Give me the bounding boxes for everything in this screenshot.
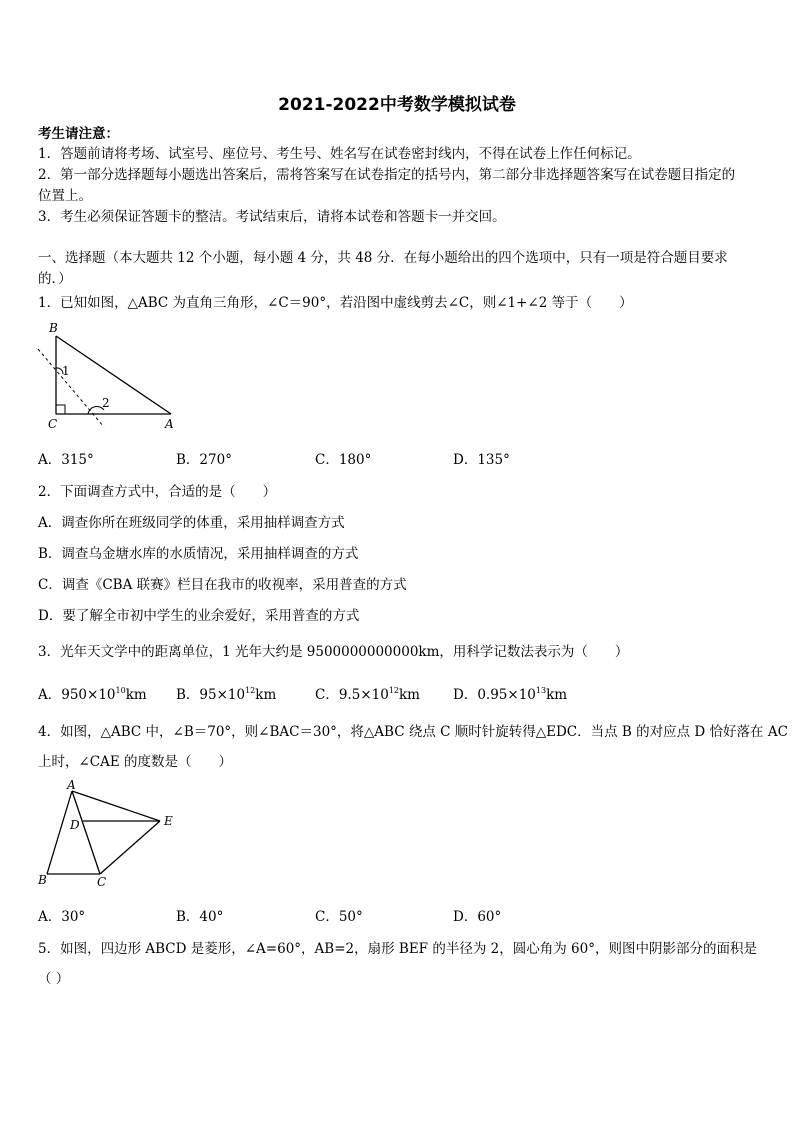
q1-option-c: C．180° <box>315 452 372 468</box>
q4-label-E: E <box>164 814 173 828</box>
section-heading-cont: 的．） <box>38 271 72 287</box>
notice-line-2: 2．第一部分选择题每小题选出答案后，需将答案写在试卷指定的括号内，第二部分非选择题答案写在试卷题目指定的 <box>38 167 736 183</box>
q4-option-d: D．60° <box>453 909 502 925</box>
q1-label-1: 1 <box>62 364 70 378</box>
q4-label-B: B <box>38 873 47 887</box>
q4-stem-line-1: 4．如图，△ABC 中，∠B＝70°，则∠BAC＝30°，将△ABC 绕点 C 顺时针旋转得△EDC．当点 B 的对应点 D 恰好落在 AC <box>38 724 788 740</box>
q4-label-A: A <box>67 778 76 792</box>
page-title: 2021-2022中考数学模拟试卷 <box>278 95 516 115</box>
q3-option-b: B．$95\times 10^{12}km$ <box>176 686 277 703</box>
q2-option-a: A．调查你所在班级同学的体重，采用抽样调查方式 <box>38 515 345 531</box>
q1-option-a: A．315° <box>38 452 94 468</box>
notice-line-3: 位置上。 <box>38 188 92 204</box>
q1-label-A: A <box>165 417 174 431</box>
q1-label-B: B <box>49 321 58 335</box>
q1-triangle-figure <box>34 320 184 435</box>
q2-option-c: C．调查《CBA 联赛》栏目在我市的收视率，采用普查的方式 <box>38 577 407 593</box>
q1-label-2: 2 <box>102 396 110 410</box>
notice-heading: 考生请注意： <box>38 126 119 142</box>
q5-stem-line-1: 5．如图，四边形 ABCD 是菱形，∠A=60°，AB=2，扇形 BEF 的半径为 2，圆心角为 60°，则图中阴影部分的面积是 <box>38 941 757 957</box>
q4-label-C: C <box>97 875 107 889</box>
q3-option-a: A．$950\times 10^{10}km$ <box>38 686 147 703</box>
q1-option-b: B．270° <box>176 452 232 468</box>
q1-stem: 1．已知如图，△ABC 为直角三角形，∠C＝90°，若沿图中虚线剪去∠C，则∠1+∠2 等于（ ） <box>38 295 633 311</box>
notice-line-4: 3．考生必须保证答题卡的整洁。考试结束后，请将本试卷和答题卡一并交回。 <box>38 209 506 225</box>
q2-option-b: B．调查乌金塘水库的水质情况，采用抽样调查的方式 <box>38 546 359 562</box>
q1-label-C: C <box>48 417 58 431</box>
q2-stem: 2．下面调查方式中，合适的是（ ） <box>38 484 277 500</box>
q4-option-a: A．30° <box>38 909 86 925</box>
q4-rotation-figure <box>34 778 184 890</box>
section-heading: 一、选择题（本大题共 12 个小题，每小题 4 分，共 48 分．在每小题给出的四个选项中，只有一项是符合题目要求 <box>38 250 728 266</box>
q3-option-d: D．$0.95\times 10^{13}km$ <box>453 686 568 703</box>
q2-option-d: D．要了解全市初中学生的业余爱好，采用普查的方式 <box>38 608 360 624</box>
q3-option-c: C．$9.5\times 10^{12}km$ <box>315 686 420 703</box>
q1-option-d: D．135° <box>453 452 510 468</box>
q4-option-c: C．50° <box>315 909 363 925</box>
q4-label-D: D <box>70 818 80 832</box>
notice-line-1: 1．答题前请将考场、试室号、座位号、考生号、姓名写在试卷密封线内，不得在试卷上作任何标记。 <box>38 146 641 162</box>
q5-stem-line-2: （ ） <box>38 971 70 987</box>
q4-stem-line-2: 上时，∠CAE 的度数是（ ） <box>38 754 233 770</box>
q3-stem: 3．光年天文学中的距离单位，1 光年大约是 9500000000000km，用科学记数法表示为（ ） <box>38 644 629 660</box>
q4-option-b: B．40° <box>176 909 224 925</box>
